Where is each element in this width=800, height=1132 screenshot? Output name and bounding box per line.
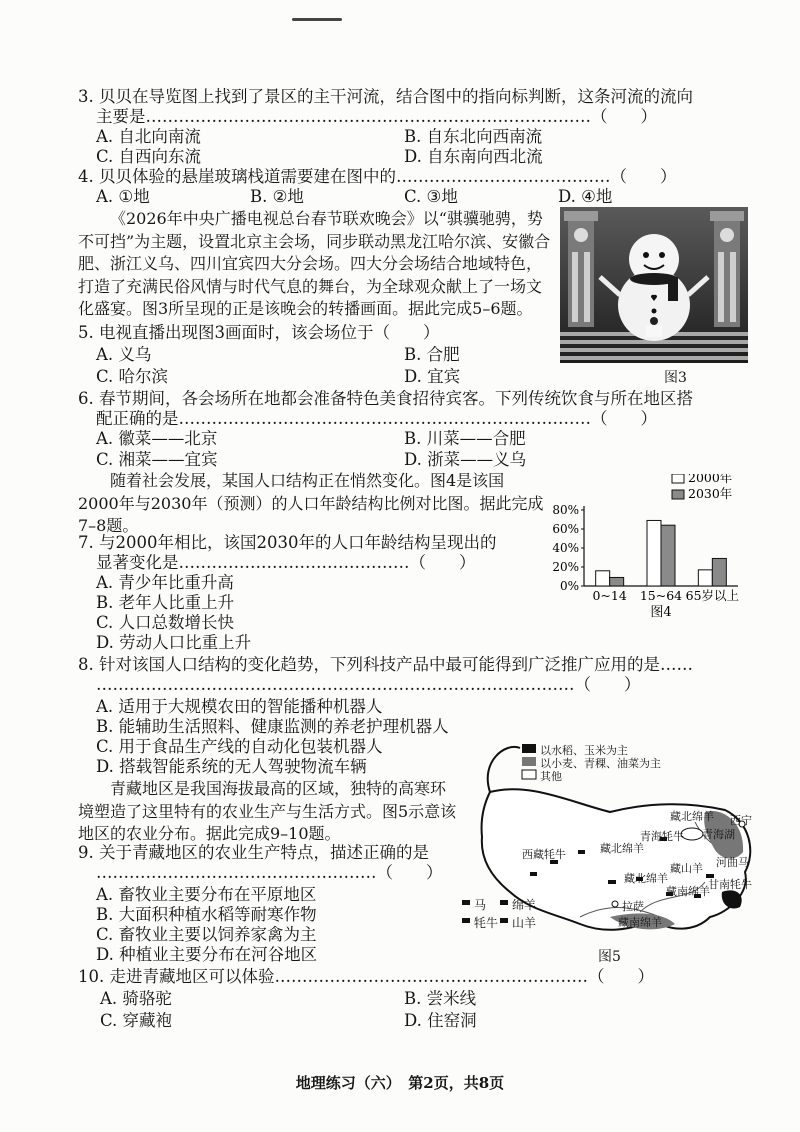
label-xining: 西宁 [730, 814, 752, 827]
x-tick-label: 65岁以上 [685, 588, 740, 603]
horse-icon [462, 900, 470, 905]
q7-option-d[interactable]: D. 劳动人口比重上升 [96, 633, 252, 652]
bar-2000年-15~64 [647, 520, 661, 586]
label-tibet-yak: 西藏牦牛 [522, 848, 566, 861]
label-north-tibet-sheep-1: 藏北绵羊 [670, 810, 714, 823]
label-qinghai-lake: 青海湖 [702, 828, 735, 841]
passage-5-6: 《2026年中央广播电视总台春节联欢晚会》以“骐骥驰骋，势不可挡”为主题，设置北京主会场，同步联动黑龙江哈尔滨、安徽合肥、浙江义乌、四川宜宾四大分会场。四大分会场结合地域特色，打造了充满民俗风情与时代气息的舞台，为全球观众献上了一场文化盛宴。图3所呈现的正是该晚会的转播画面。据此完成5–6题。 [78, 209, 551, 318]
q9-stem-line2: ……………………………………………（ ） [96, 863, 443, 882]
goat-icon [500, 918, 508, 923]
y-tick-label: 20% [552, 560, 579, 574]
q10-option-c[interactable]: C. 穿藏袍 [100, 1011, 173, 1030]
q8-option-d[interactable]: D. 搭载智能系统的无人驾驶物流车辆 [96, 757, 367, 776]
q9-option-d[interactable]: D. 种植业主要分布在河谷地区 [96, 945, 318, 964]
q3-stem-line2: 主要是………………………………………………………………………（ ） [96, 107, 657, 126]
x-tick-label: 0~14 [592, 588, 627, 603]
key-horse: 马 [474, 898, 487, 912]
x-tick-label: 15~64 [639, 588, 683, 603]
bar-2030年-15~64 [661, 525, 675, 586]
y-tick-label: 0% [559, 579, 579, 593]
q7-stem-line1: 7. 与2000年相比，该国2030年的人口年龄结构呈现出的 [78, 533, 497, 552]
passage-7-8: 随着社会发展，某国人口结构正在悄然变化。图4是该国2000年与2030年（预测）的人口年龄结构比例对比图。据此完成7–8题。 [78, 471, 544, 535]
label-tibet-goat: 藏山羊 [670, 862, 703, 875]
key-yak: 牦牛 [474, 916, 499, 930]
y-tick-label: 60% [552, 522, 579, 536]
legend-swatch-other [522, 770, 536, 779]
key-sheep: 绵羊 [512, 898, 537, 912]
legend-wheat: 以小麦、青稞、油菜为主 [540, 757, 661, 770]
fig4-caption: 图4 [650, 605, 672, 620]
q4-stem: 4. 贝贝体验的悬崖玻璃栈道需要建在图中的…………………………………（ ） [78, 167, 677, 186]
q7-option-c[interactable]: C. 人口总数增长快 [96, 613, 235, 632]
q6-stem-line2: 配正确的是…………………………………………………………………（ ） [96, 409, 657, 428]
q10-option-b[interactable]: B. 尝米线 [404, 989, 477, 1008]
bar-2000年-0~14 [596, 571, 610, 586]
q5-option-c[interactable]: C. 哈尔滨 [96, 367, 169, 386]
q5-option-b[interactable]: B. 合肥 [404, 345, 460, 364]
q4-option-d[interactable]: D. ④地 [558, 187, 613, 206]
bar-2030年-65岁以上 [712, 558, 726, 586]
q8-option-a[interactable]: A. 适用于大规模农田的智能播种机器人 [96, 697, 383, 716]
q3-option-b[interactable]: B. 自东北向西南流 [404, 127, 543, 146]
scan-mark [292, 18, 342, 21]
bar-2000年-65岁以上 [698, 570, 712, 586]
q3-option-c[interactable]: C. 自西向东流 [96, 147, 202, 166]
q6-option-c[interactable]: C. 湘菜——宜宾 [96, 450, 218, 469]
q5-option-a[interactable]: A. 义乌 [96, 345, 152, 364]
q8-option-c[interactable]: C. 用于食品生产线的自动化包装机器人 [96, 737, 383, 756]
q7-option-b[interactable]: B. 老年人比重上升 [96, 593, 235, 612]
y-tick-label: 80% [552, 503, 579, 517]
label-gannan-yak: 甘南牦牛 [708, 878, 752, 891]
bar-2030年-0~14 [610, 577, 624, 586]
q5-option-d[interactable]: D. 宜宾 [404, 367, 461, 386]
yak-icon [462, 918, 470, 923]
fig5-caption: 图5 [598, 949, 621, 965]
label-qinghai-yak: 青海牦牛 [640, 830, 684, 843]
legend-rice: 以水稻、玉米为主 [540, 744, 628, 757]
q9-option-c[interactable]: C. 畜牧业主要以饲养家禽为主 [96, 925, 317, 944]
q10-option-a[interactable]: A. 骑骆驼 [100, 989, 172, 1008]
q9-stem-line1: 9. 关于青藏地区的农业生产特点，描述正确的是 [78, 843, 429, 862]
age-structure-bar-chart [546, 474, 746, 624]
key-goat: 山羊 [512, 916, 537, 930]
q10-option-d[interactable]: D. 住窑洞 [404, 1011, 477, 1030]
legend-swatch-2000年 [672, 474, 684, 483]
q9-option-b[interactable]: B. 大面积种植水稻等耐寒作物 [96, 905, 317, 924]
q7-option-a[interactable]: A. 青少年比重升高 [96, 573, 234, 592]
legend-swatch-rice [522, 744, 536, 753]
q3-option-d[interactable]: D. 自东南向西北流 [404, 147, 543, 166]
q10-stem: 10. 走进青藏地区可以体验…………………………………………………（ ） [78, 967, 654, 986]
fig3-caption: 图3 [664, 370, 687, 386]
y-tick-label: 40% [552, 541, 579, 555]
q4-option-b[interactable]: B. ②地 [250, 187, 304, 206]
label-south-tibet-sheep-1: 藏南绵羊 [666, 885, 710, 898]
legend-other: 其他 [540, 770, 562, 783]
label-lhasa: 拉萨 [622, 900, 644, 913]
qinghai-lake [681, 828, 703, 840]
label-north-tibet-sheep-3: 藏北绵羊 [624, 872, 668, 885]
q3-stem-line1: 3. 贝贝在导览图上找到了景区的主干河流，结合图中的指向标判断，这条河流的流向 [78, 87, 693, 106]
legend-swatch-2030年 [672, 490, 684, 499]
q8-stem-line1: 8. 针对该国人口结构的变化趋势，下列科技产品中最可能得到广泛推广应用的是…… [78, 655, 693, 674]
passage-9-10: 青藏地区是我国海拔最高的区域，独特的高寒环境塑造了这里特有的农业生产与生活方式。图5示意该地区的农业分布。据此完成9–10题。 [78, 779, 457, 843]
sheep-icon [500, 900, 508, 905]
fig4-chart [546, 474, 746, 624]
q6-option-b[interactable]: B. 川菜——合肥 [404, 429, 526, 448]
q6-stem-line1: 6. 春节期间，各会场所在地都会准备特色美食招待宾客。下列传统饮食与所在地区搭 [78, 389, 693, 408]
q7-stem-line2: 显著变化是……………………………………（ ） [96, 553, 476, 572]
fig3-photo [560, 207, 748, 363]
q8-stem-line2: ……………………………………………………………………………（ ） [96, 675, 641, 694]
legend-label-2000年: 2000年 [688, 474, 733, 485]
q9-option-a[interactable]: A. 畜牧业主要分布在平原地区 [96, 885, 317, 904]
q4-option-c[interactable]: C. ③地 [404, 187, 458, 206]
label-hequ-horse: 河曲马 [716, 856, 749, 869]
q4-option-a[interactable]: A. ①地 [96, 187, 150, 206]
legend-swatch-wheat [522, 757, 536, 766]
city-dot-lhasa [612, 901, 618, 907]
label-north-tibet-sheep-2: 藏北绵羊 [600, 842, 644, 855]
q5-stem: 5. 电视直播出现图3画面时，该会场位于（ ） [78, 323, 440, 342]
q8-option-b[interactable]: B. 能辅助生活照料、健康监测的养老护理机器人 [96, 717, 449, 736]
q3-option-a[interactable]: A. 自北向南流 [96, 127, 201, 146]
q6-option-a[interactable]: A. 徽菜——北京 [96, 429, 218, 448]
label-south-tibet-sheep-2: 藏南绵羊 [618, 916, 662, 929]
page-footer: 地理练习（六） 第2页，共8页 [295, 1074, 505, 1092]
snowman-stage-image [560, 207, 748, 363]
fig5-map [460, 742, 760, 967]
q6-option-d[interactable]: D. 浙菜——义乌 [404, 450, 527, 469]
legend-label-2030年: 2030年 [688, 486, 733, 501]
